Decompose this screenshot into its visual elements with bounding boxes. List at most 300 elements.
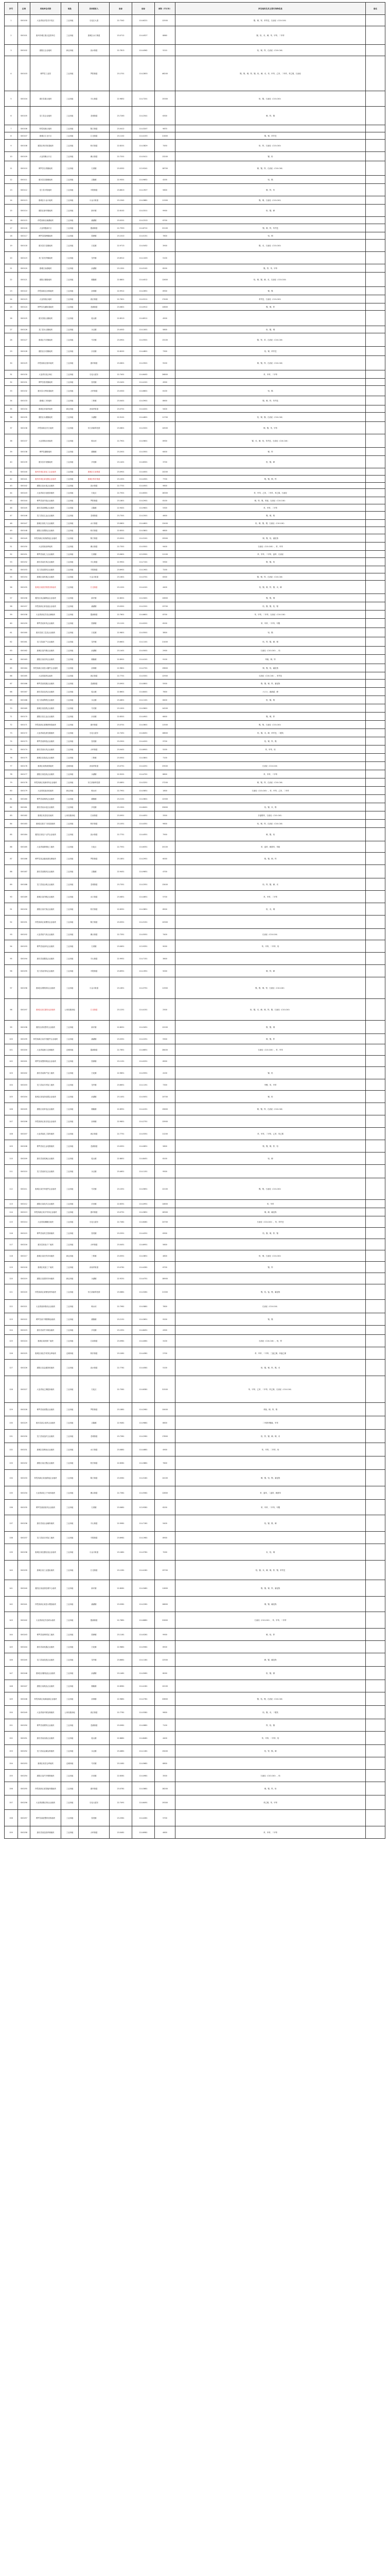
table-cell: 平陵街道 <box>79 184 110 196</box>
table-cell: 114.5551 <box>132 929 155 940</box>
table-cell: 镍、铬、铜、锌、石油烃（C10-C40） <box>175 977 366 999</box>
table-cell <box>366 333 385 347</box>
table-cell: 惠环街道 <box>79 1782 110 1795</box>
table-cell: 23.1401 <box>110 456 132 468</box>
table-cell: 114.5681 <box>132 1757 155 1770</box>
table-cell: S00127 <box>18 333 30 347</box>
table-cell <box>366 161 385 176</box>
table-cell: 马安镇 <box>79 1757 110 1770</box>
table-cell <box>366 520 385 527</box>
table-cell: 6600 <box>155 713 175 721</box>
table-cell: S00148 <box>18 527 30 534</box>
table-cell: 114.3701 <box>132 573 155 581</box>
table-cell: 114.7181 <box>132 1515 155 1532</box>
table-cell: 博罗县工业园 <box>30 56 61 91</box>
table-cell: 8600 <box>155 1416 175 1430</box>
table-cell: S00191 <box>18 916 30 929</box>
table-cell: 汝湖镇 <box>79 1667 110 1680</box>
table-cell: 苯、甲苯、二甲苯 <box>175 370 366 379</box>
table-cell: 56 <box>5 581 18 594</box>
table-cell: S00255 <box>18 1782 30 1795</box>
table-cell: 铜、锌、苯 <box>175 184 366 196</box>
table-cell: S00239 <box>18 1561 30 1580</box>
table-cell: 63 <box>5 647 18 655</box>
table-cell: 23.2401 <box>110 379 132 386</box>
table-cell: 工业用地 <box>61 551 79 558</box>
table-cell: 工业用地 <box>61 132 79 140</box>
table-cell: 23.7381 <box>110 1430 132 1443</box>
table-cell: 114.3829 <box>132 140 155 152</box>
table-cell: S00226 <box>18 1360 30 1376</box>
table-row <box>5 56 385 91</box>
table-cell: 114.5051 <box>132 1091 155 1103</box>
table-row <box>5 664 385 672</box>
table-cell <box>366 853 385 865</box>
table-cell: 114.3781 <box>132 1544 155 1561</box>
table-row <box>5 929 385 940</box>
table-cell <box>366 770 385 778</box>
table-cell: S00100 <box>18 15 30 26</box>
table-cell: 工业用地 <box>61 754 79 762</box>
table-cell: 工业用地 <box>61 347 79 356</box>
table-cell: 12900 <box>155 672 175 680</box>
table-cell: 惠州市城区某电镀企业地块 <box>30 476 61 483</box>
table-cell: 20100 <box>155 841 175 853</box>
table-cell: S00209 <box>18 1153 30 1165</box>
table-cell: 大亚湾石化区B区 <box>30 370 61 379</box>
table-cell: 镍、铬、石油烃（C10-C40） <box>175 1178 366 1200</box>
table-row <box>5 347 385 356</box>
table-cell: 23.0552 <box>110 161 132 176</box>
table-cell <box>366 1544 385 1561</box>
table-cell: 4400 <box>155 581 175 594</box>
table-cell: 工业用地 <box>61 1612 79 1629</box>
table-cell: 22.8351 <box>110 903 132 916</box>
table-cell: 苯、甲苯、二甲苯、石油烃（C10-C40） <box>175 611 366 619</box>
table-cell: 仲恺高新区某线路板企业地块 <box>30 534 61 543</box>
table-cell: 石化区 <box>79 1376 110 1403</box>
table-cell: 惠城区马安镇地块 <box>30 333 61 347</box>
table-cell: 114.5501 <box>132 543 155 551</box>
table-cell: 22.8202 <box>110 347 132 356</box>
table-cell: S00198 <box>18 1021 30 1034</box>
table-cell <box>175 252 366 264</box>
table-cell: 20800 <box>155 1692 175 1706</box>
table-cell: 石油烃（C10-C40）、苯、甲苯 <box>175 1044 366 1056</box>
table-cell: 23.2581 <box>110 1810 132 1826</box>
table-cell: 23.0201 <box>110 217 132 224</box>
table-cell <box>366 787 385 795</box>
table-cell: 12600 <box>155 273 175 287</box>
table-cell: 工业用地 <box>61 287 79 295</box>
table-row <box>5 1200 385 1208</box>
table-cell: 工业用地 <box>61 448 79 456</box>
table-cell: S00193 <box>18 940 30 953</box>
table-cell: 114.6402 <box>132 370 155 379</box>
table-cell: 23.1501 <box>110 803 132 811</box>
table-cell: S00151 <box>18 551 30 558</box>
table-cell: 三栋镇 <box>79 1250 110 1262</box>
table-cell: S00122 <box>18 287 30 295</box>
table-cell: 工业用地 <box>61 745 79 754</box>
table-cell: 23.0551 <box>110 1250 132 1262</box>
table-cell: 8000 <box>155 1667 175 1680</box>
table-cell: 工业用地 <box>61 770 79 778</box>
table-cell: S00103 <box>18 56 30 91</box>
table-row <box>5 558 385 566</box>
table-cell: 143 <box>5 1612 18 1629</box>
table-cell: 11200 <box>155 1128 175 1140</box>
table-cell: 112 <box>5 1178 18 1200</box>
table-cell: 22.7681 <box>110 1612 132 1629</box>
table-cell: 114.4601 <box>132 413 155 422</box>
table-cell: 10600 <box>155 594 175 602</box>
table-cell: 5400 <box>155 405 175 413</box>
table-cell: 23.6601 <box>110 637 132 647</box>
table-cell: 7100 <box>155 754 175 762</box>
table-cell: 114.4153 <box>132 132 155 140</box>
table-row <box>5 713 385 721</box>
table-cell: 工业用地 <box>61 520 79 527</box>
table-cell: 114.4601 <box>132 520 155 527</box>
table-cell: 7900 <box>155 828 175 841</box>
column-header: 用地单位名称 <box>30 3 61 15</box>
table-cell: 新圩镇 <box>79 1021 110 1034</box>
table-row <box>5 1262 385 1273</box>
table-cell <box>366 1165 385 1178</box>
table-row <box>5 688 385 696</box>
table-cell: 10700 <box>155 1091 175 1103</box>
table-cell <box>366 15 385 26</box>
table-cell: 永汉镇 <box>79 326 110 333</box>
table-cell: 铅、镉、砷 <box>175 456 366 468</box>
table-cell: 23.6951 <box>110 965 132 977</box>
table-cell: 工业用地 <box>61 721 79 729</box>
table-cell: S00254 <box>18 1770 30 1782</box>
table-cell: 22.7201 <box>110 152 132 161</box>
table-cell: 8700 <box>155 611 175 619</box>
table-cell <box>175 311 366 326</box>
table-cell: 大亚湾某化工原料地块 <box>30 1128 61 1140</box>
table-cell: 永湖镇 <box>79 770 110 778</box>
table-cell: 5600 <box>155 1239 175 1250</box>
table-cell: 15600 <box>155 1103 175 1115</box>
table-cell: 23.0501 <box>110 534 132 543</box>
table-cell: 大亚湾某化工中间体地块 <box>30 1486 61 1500</box>
table-cell: 龙华镇 <box>79 252 110 264</box>
table-cell: 17800 <box>155 1430 175 1443</box>
table-cell: 114.5501 <box>132 628 155 637</box>
table-cell: 大亚湾响水河地块 <box>30 434 61 448</box>
table-cell: 22.8051 <box>110 1021 132 1034</box>
table-cell: 114.2901 <box>132 497 155 504</box>
table-cell: S00257 <box>18 1810 30 1826</box>
table-cell: 22.7301 <box>110 543 132 551</box>
table-cell: 石油烃（C10-C40） <box>175 762 366 770</box>
table-row <box>5 1228 385 1239</box>
table-cell: 工业用地 <box>61 1732 79 1745</box>
table-cell: 8100 <box>155 1153 175 1165</box>
table-cell <box>366 929 385 940</box>
table-row <box>5 803 385 811</box>
table-row <box>5 1165 385 1178</box>
table-row <box>5 1770 385 1782</box>
table-cell: 23.7301 <box>110 512 132 520</box>
table-cell: 114.0281 <box>132 1629 155 1641</box>
table-cell: 苯、甲苯、二甲苯、铅 <box>175 1443 366 1456</box>
table-cell: 114.0201 <box>132 619 155 628</box>
table-cell: 2900 <box>155 647 175 655</box>
table-row <box>5 696 385 704</box>
table-cell: 22.9201 <box>110 770 132 778</box>
table-cell: 惠东县稔山镇地块 <box>30 311 61 326</box>
table-cell: 114.3601 <box>132 721 155 729</box>
table-cell: 3700 <box>155 456 175 468</box>
table-cell: 23.0981 <box>110 1335 132 1347</box>
table-cell: 仲恺高新区某电池企业地块 <box>30 602 61 611</box>
table-cell: 工业用地 <box>61 664 79 672</box>
table-cell: 23.1010 <box>110 232 132 240</box>
table-cell: 博罗县园洲镇地块 <box>30 232 61 240</box>
table-cell: S00105 <box>18 107 30 125</box>
table-row <box>5 999 385 1021</box>
table-cell: 1 <box>5 15 18 26</box>
table-cell: S00130 <box>18 370 30 379</box>
table-cell: 102 <box>5 1056 18 1067</box>
table-cell: 铅、镉、石油烃（C10-C40） <box>175 91 366 107</box>
table-cell: 工业用地 <box>61 176 79 184</box>
table-cell: 7700 <box>155 476 175 483</box>
table-cell: 17200 <box>155 778 175 787</box>
table-cell: 仲恺高新区某手机配件企业地块 <box>30 1034 61 1044</box>
table-cell: 惠阳区某纸品企业地块 <box>30 1680 61 1692</box>
table-cell: 4200 <box>155 176 175 184</box>
table-cell: S00171 <box>18 721 30 729</box>
table-cell: 22.8001 <box>110 594 132 602</box>
table-row <box>5 1326 385 1335</box>
table-cell: 11500 <box>155 721 175 729</box>
table-cell: 18700 <box>155 161 175 176</box>
table-cell: 114.4701 <box>132 770 155 778</box>
table-cell: 9900 <box>155 1629 175 1641</box>
table-cell: 33 <box>5 386 18 396</box>
table-cell: 71 <box>5 713 18 721</box>
table-cell: 惠阳区某纺织企业地块 <box>30 655 61 664</box>
table-cell: S00146 <box>18 512 30 520</box>
table-cell: 铜、镍、锌 <box>175 1034 366 1044</box>
table-cell: 镍、锌 <box>175 1262 366 1273</box>
table-cell <box>175 1165 366 1178</box>
table-cell: 146 <box>5 1653 18 1667</box>
table-cell: 58 <box>5 602 18 611</box>
table-cell: 仓储用地 <box>61 762 79 770</box>
column-header: 序号 <box>5 3 18 15</box>
table-cell: 114.4951 <box>132 1200 155 1208</box>
table-cell: 8600 <box>155 396 175 405</box>
table-cell <box>366 795 385 803</box>
table-cell: 镇隆镇 <box>79 655 110 664</box>
table-cell <box>366 45 385 56</box>
table-row <box>5 573 385 581</box>
table-cell: 64 <box>5 655 18 664</box>
table-cell: 13900 <box>155 1115 175 1128</box>
table-cell: 100 <box>5 1034 18 1044</box>
table-cell: 5500 <box>155 680 175 688</box>
table-cell: 苯、甲苯、二甲苯、甲醛 <box>175 1500 366 1515</box>
table-cell: S00206 <box>18 1115 30 1128</box>
table-cell <box>366 240 385 252</box>
table-cell: 23.1201 <box>110 581 132 594</box>
table-cell: S00249 <box>18 1706 30 1719</box>
table-cell: 114.0801 <box>132 680 155 688</box>
table-cell: 石油烃（C10-C40）、苯、苯并芘 <box>175 1216 366 1228</box>
table-cell: 大亚湾某储罐区地块 <box>30 1216 61 1228</box>
table-cell: 工业用地 <box>61 581 79 594</box>
table-cell: S00215 <box>18 1228 30 1239</box>
table-cell: 博罗县某电镀企业地块 <box>30 680 61 688</box>
table-row <box>5 811 385 820</box>
table-cell: 工业用地 <box>61 696 79 704</box>
table-cell <box>366 628 385 637</box>
table-cell: 新圩镇 <box>79 594 110 602</box>
table-row <box>5 333 385 347</box>
table-cell: 仲恺高新区某半导体企业地块 <box>30 1208 61 1216</box>
table-row <box>5 745 385 754</box>
table-cell: S00102 <box>18 45 30 56</box>
table-cell: 11900 <box>155 977 175 999</box>
table-cell: 22.9101 <box>110 413 132 422</box>
table-cell: S00236 <box>18 1515 30 1532</box>
table-cell: 工业用地 <box>61 1745 79 1757</box>
table-cell: 铜、镍、锌、石油烃（C10-C40） <box>175 356 366 370</box>
table-cell: 惠阳区企业地块 <box>30 45 61 56</box>
table-cell: 50 <box>5 534 18 543</box>
table-cell <box>366 1719 385 1732</box>
table-cell: 镉、汞、砷、铅、苯并芘、石油烃（C10-C40） <box>175 434 366 448</box>
table-cell: S00117 <box>18 232 30 240</box>
table-cell: 沙田镇 <box>79 347 110 356</box>
table-cell: 11 <box>5 161 18 176</box>
table-cell: 惠环街道 <box>79 721 110 729</box>
table-cell: 工业用地 <box>61 713 79 721</box>
table-cell <box>366 865 385 878</box>
table-cell: 15 <box>5 205 18 217</box>
table-cell: 工业用地 <box>61 468 79 476</box>
column-header: 坐标 <box>110 3 132 15</box>
table-cell: 74 <box>5 737 18 745</box>
table-cell: 博罗县某涂料企业地块 <box>30 940 61 953</box>
table-cell: S00199 <box>18 1034 30 1044</box>
table-row <box>5 396 385 405</box>
table-cell: 142 <box>5 1597 18 1612</box>
table-cell: 龙溪街道 <box>79 1719 110 1732</box>
table-row <box>5 413 385 422</box>
table-cell: 工业用地 <box>61 1810 79 1826</box>
table-cell: 114.5801 <box>132 434 155 448</box>
table-cell: S00152 <box>18 558 30 566</box>
table-cell: 19 <box>5 240 18 252</box>
table-cell: 江南街道 <box>79 811 110 820</box>
table-cell: 多祝镇 <box>79 456 110 468</box>
table-cell: 工业用地 <box>61 891 79 903</box>
table-cell: 惠东县某海产加工地块 <box>30 1067 61 1079</box>
table-cell: S00177 <box>18 770 30 778</box>
table-cell: 23.0401 <box>110 396 132 405</box>
table-cell: 石化大道东 <box>79 1216 110 1228</box>
table-cell: 150 <box>5 1706 18 1719</box>
table-cell: 秋长街道 <box>79 903 110 916</box>
table-row <box>5 916 385 929</box>
table-cell: 镍、铜、锌、石油烃（C10-C40） <box>175 573 366 581</box>
table-cell: 镍、铜、锌 <box>175 713 366 721</box>
table-cell: 76 <box>5 754 18 762</box>
table-cell: S00140 <box>18 468 30 476</box>
table-cell: 114.5381 <box>132 1706 155 1719</box>
table-cell: 85 <box>5 828 18 841</box>
table-cell: 园洲镇 <box>79 1629 110 1641</box>
table-cell: 工业用地 <box>61 1580 79 1597</box>
table-cell: 惠城区某废旧物资回收地块 <box>30 581 61 594</box>
table-row <box>5 787 385 795</box>
table-cell: 32 <box>5 379 18 386</box>
table-cell: 3600 <box>155 953 175 965</box>
table-cell: 泰美镇 <box>79 737 110 745</box>
table-cell: 158 <box>5 1810 18 1826</box>
table-cell: 16300 <box>155 1208 175 1216</box>
table-cell: 三栋镇 <box>79 754 110 762</box>
table-cell: 龙城街道 <box>79 878 110 891</box>
table-cell: 114.5601 <box>132 704 155 713</box>
table-cell: 淡水街道 <box>79 483 110 489</box>
table-cell: 114.8301 <box>132 456 155 468</box>
site-list-table <box>4 2 385 1839</box>
table-cell: 34 <box>5 396 18 405</box>
table-cell <box>366 1347 385 1360</box>
table-cell: 22.8102 <box>110 205 132 217</box>
table-cell: 工业用地 <box>61 655 79 664</box>
table-cell: 11800 <box>155 1580 175 1597</box>
table-cell: 潼湖镇 <box>79 217 110 224</box>
table-cell: 23.0951 <box>110 811 132 820</box>
table-cell: 114.4901 <box>132 713 155 721</box>
table-cell: 工业用地 <box>61 1403 79 1416</box>
table-cell: 铜、锌 <box>175 448 366 456</box>
table-row <box>5 1795 385 1810</box>
table-cell: 铬、镍、铜、锌 <box>175 476 366 483</box>
table-cell: 惠东县某合成革企业地块 <box>30 1416 61 1430</box>
table-row <box>5 1208 385 1216</box>
table-cell: 大亚湾澳头片区 <box>30 152 61 161</box>
table-cell: 114.2951 <box>132 853 155 865</box>
table-cell <box>366 602 385 611</box>
table-cell: 57 <box>5 594 18 602</box>
table-cell: 23.4681 <box>110 1745 132 1757</box>
table-cell: 工业用地 <box>61 1416 79 1430</box>
table-row <box>5 594 385 602</box>
table-cell: 114.4001 <box>132 468 155 476</box>
table-cell: 62 <box>5 637 18 647</box>
table-cell: 4900 <box>155 1443 175 1456</box>
table-row <box>5 370 385 379</box>
table-cell: 惠城区某印刷企业地块 <box>30 891 61 903</box>
table-cell: 114.4181 <box>132 1561 155 1580</box>
table-row <box>5 729 385 737</box>
table-cell: 铅、铜 <box>175 232 366 240</box>
table-cell: 苯、甲苯、二甲苯、铅 <box>175 940 366 953</box>
table-cell <box>175 795 366 803</box>
table-cell <box>175 1326 366 1335</box>
table-cell <box>366 534 385 543</box>
